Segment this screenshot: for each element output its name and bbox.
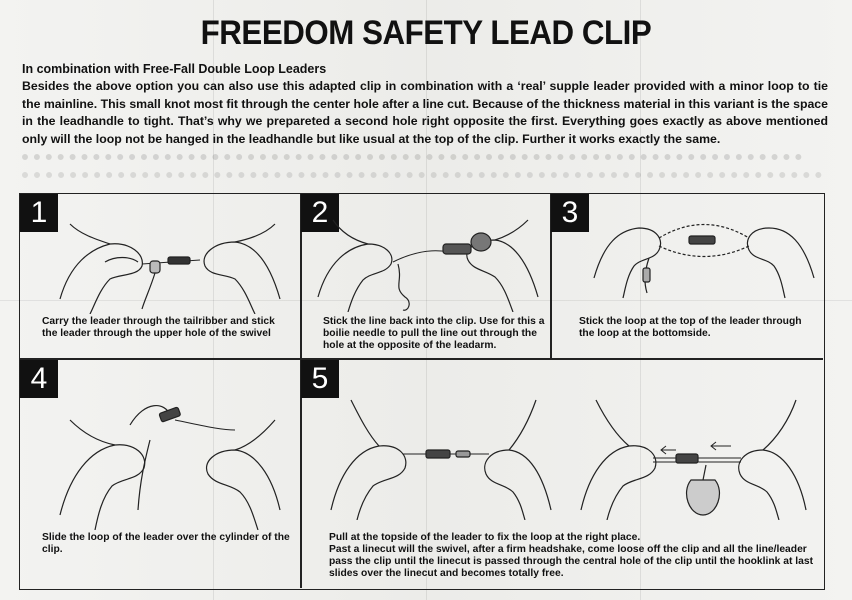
hands-with-clip-illustration [313, 202, 543, 312]
step-caption: Slide the loop of the leader over the cylinder of the clip. [42, 532, 290, 555]
hands-sliding-loop-illustration [50, 380, 290, 530]
step-2-panel [301, 194, 550, 358]
steps-grid [19, 193, 825, 590]
step-number: 1 [20, 194, 58, 232]
step-4-panel [20, 360, 300, 588]
step-caption: Carry the leader through the tailribber and stick the leader through the upper hole of the swivel [42, 316, 275, 339]
hands-pulling-leader-illustration [311, 380, 811, 520]
step-caption-line: Past a linecut will the swivel, after a firm headshake, come loose off the clip and all the line/leader pass the clip until the linecut is passed through the central hole of the clip until the hooklink at last slides over the linecut and becomes totally free. [329, 544, 814, 579]
hands-with-loops-illustration [589, 198, 819, 308]
step-3-panel [551, 194, 823, 358]
bleed-through-shadow [22, 148, 828, 184]
step-caption-line: Pull at the topside of the leader to fix the loop at the right place. [329, 532, 641, 543]
step-caption: Stick the line back into the clip. Use for this a boilie needle to pull the line out through the hole at the opposite of the leadarm. [323, 316, 545, 351]
page-title: FREEDOM SAFETY LEAD CLIP [200, 14, 652, 52]
hands-with-leader-illustration [50, 204, 290, 314]
section-subtitle: In combination with Free-Fall Double Loop Leaders [22, 62, 327, 76]
step-number: 2 [301, 194, 339, 232]
step-number: 5 [301, 360, 339, 398]
step-caption: Stick the loop at the top of the leader through the loop at the bottomside. [579, 316, 802, 339]
step-5-panel [301, 360, 823, 588]
step-number: 3 [551, 194, 589, 232]
intro-paragraph: Besides the above option you can also use this adapted clip in combination with a ‘real’ supple leader provided with a minor loop to tie the mainline. This small knot most fit through the center hole after a line cut. Because of the thickness material in this variant is the space in the leadhandle to tight. That’s why we prepareted a second hole right opposite the first. Everything goes exactly as above mentioned only will the loop not be hanged in the leadhandle but like usual at the top of the clip. Further it works exactly the same. [22, 79, 828, 146]
step-1-panel [20, 194, 300, 358]
step-caption [329, 532, 819, 580]
step-number: 4 [20, 360, 58, 398]
